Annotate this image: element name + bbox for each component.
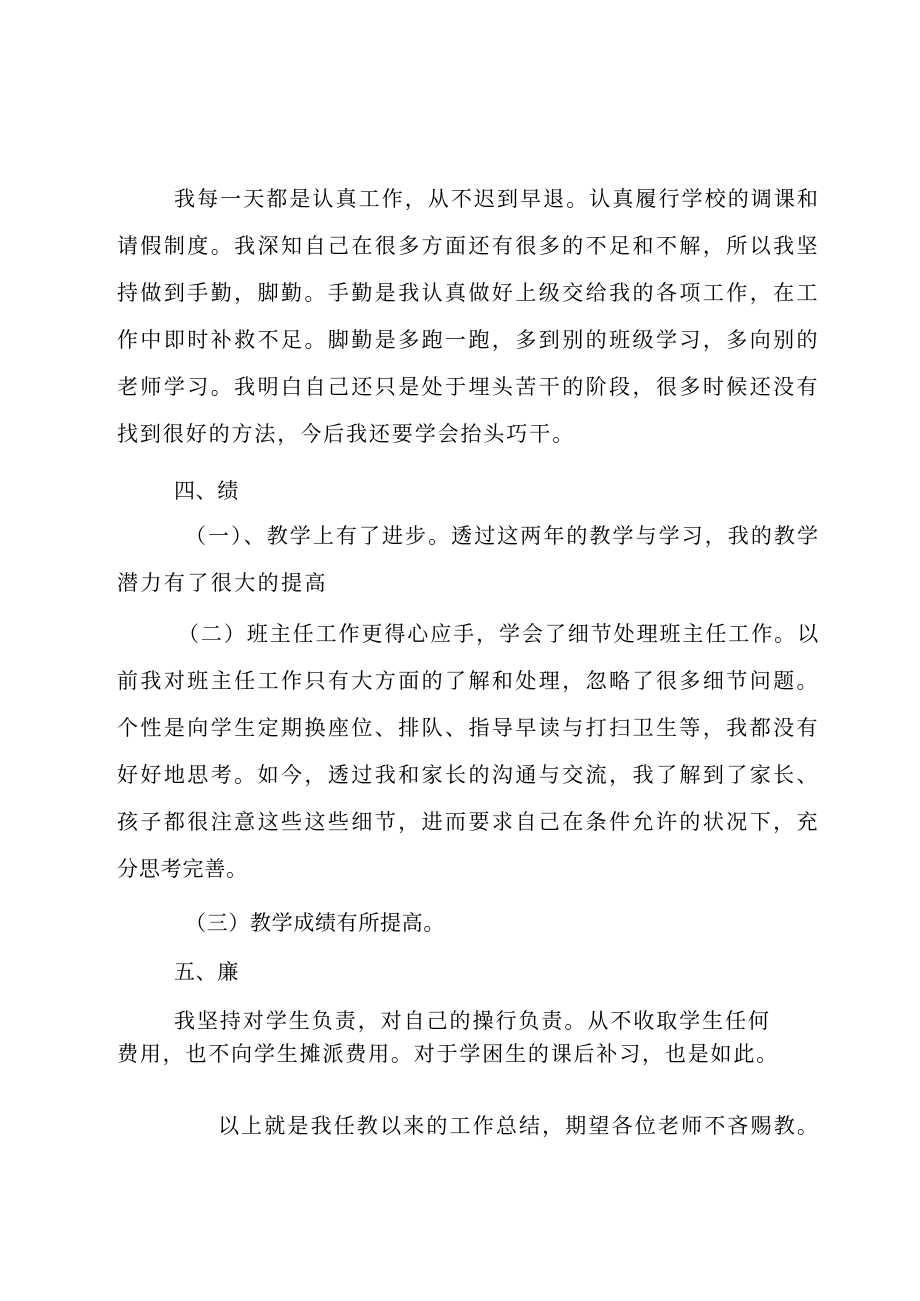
paragraph-3-line-5: 孩子都很注意这些这些细节，进而要求自己在条件允许的状况下，充 [117,810,820,834]
paragraph-2-line-1: （一）、教学上有了进步。透过这两年的教学与学习，我的教学 [185,524,821,548]
paragraph-5-line-2: 费用，也不向学生摊派费用。对于学困生的课后补习，也是如此。 [117,1042,780,1066]
paragraph-1-line-2: 请假制度。我深知自己在很多方面还有很多的不足和不解，所以我坚 [117,234,820,258]
paragraph-3-line-3: 个性是向学生定期换座位、排队、指导早读与打扫卫生等，我都没有 [117,716,820,740]
section-heading-lian: 五、廉 [174,960,240,984]
paragraph-1-line-5: 老师学习。我明白自己还只是处于埋头苦干的阶段，很多时候还没有 [117,375,820,399]
paragraph-1-line-1: 我每一天都是认真工作，从不迟到早退。认真履行学校的调课和 [174,187,820,211]
closing-line: 以上就是我任教以来的工作总结，期望各位老师不吝赐教。 [218,1114,821,1138]
paragraph-2-line-2: 潜力有了很大的提高 [117,571,328,595]
paragraph-4: （三）教学成绩有所提高。 [185,911,446,935]
paragraph-3-line-4: 好好地思考。如今，透过我和家长的沟通与交流，我了解到了家长、 [117,763,820,787]
paragraph-3-line-2: 前我对班主任工作只有大方面的了解和处理，忽略了很多细节问题。 [117,669,820,693]
paragraph-1-line-6: 找到很好的方法，今后我还要学会抬头巧干。 [117,422,575,446]
paragraph-1-line-4: 作中即时补救不足。脚勤是多跑一跑，多到别的班级学习，多向别的 [117,328,820,352]
paragraph-3-line-6: 分思考完善。 [117,857,248,881]
section-heading-ji: 四、绩 [174,479,240,503]
paragraph-3-line-1: （二）班主任工作更得心应手，学会了细节处理班主任工作。以 [178,622,821,646]
paragraph-5-line-1: 我坚持对学生负责，对自己的操行负责。从不收取学生任何 [174,1009,772,1033]
paragraph-1-line-3: 持做到手勤，脚勤。手勤是我认真做好上级交给我的各项工作，在工 [117,281,820,305]
